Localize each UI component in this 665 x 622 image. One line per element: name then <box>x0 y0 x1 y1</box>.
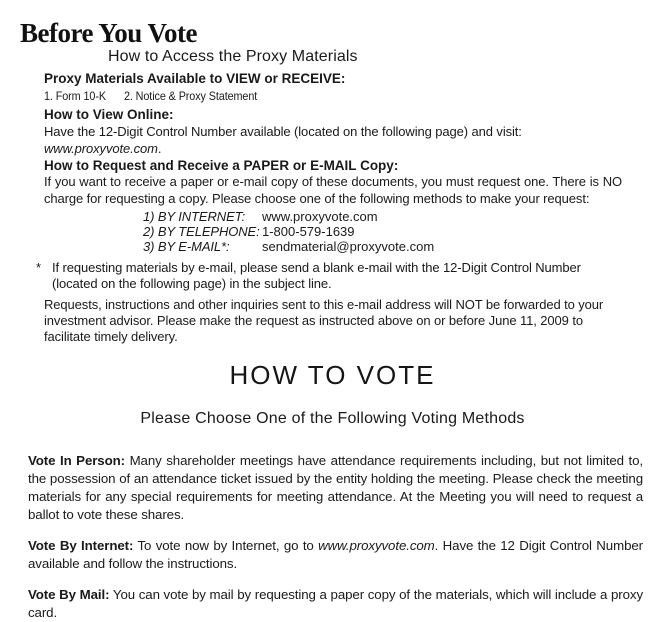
vote-by-internet-text: To vote now by Internet, go to <box>137 538 319 553</box>
delivery-deadline-note: Requests, instructions and other inquiries sent to this e-mail address will NOT be forwarded to your investment advisor. Please make the request as instructed above on or before June 11, 2009 to facilitate timely delivery. <box>44 297 604 344</box>
view-online-url: www.proxyvote.com <box>44 141 158 156</box>
method-label-email: 3) BY E-MAIL*: <box>143 239 230 254</box>
view-online-text: Have the 12-Digit Control Number available (located on the following page) and visit: <box>44 124 522 139</box>
view-online-heading: How to View Online: <box>44 107 174 122</box>
materials-item-form-10k: 1. Form 10-K <box>44 89 106 103</box>
vote-by-internet-url: www.proxyvote.com <box>318 538 435 553</box>
vote-by-internet-text-suffix: . Have the 12 Digit Control Number available and follow the instructions. <box>28 538 643 571</box>
vote-in-person-paragraph <box>28 452 643 524</box>
vote-by-internet-paragraph <box>28 537 643 573</box>
vote-by-mail-label: Vote By Mail: <box>28 587 110 602</box>
view-online-period: . <box>157 141 162 156</box>
method-value-telephone: 1-800-579-1639 <box>262 224 355 239</box>
method-value-internet: www.proxyvote.com <box>262 209 378 224</box>
request-copy-heading: How to Request and Receive a PAPER or E-MAIL Copy: <box>44 158 399 173</box>
method-label-telephone: 2) BY TELEPHONE: <box>143 224 260 239</box>
method-label-internet: 1) BY INTERNET: <box>143 209 246 224</box>
materials-list <box>44 89 565 104</box>
email-footnote <box>36 260 623 291</box>
how-to-vote-heading: HOW TO VOTE <box>229 360 436 390</box>
access-section <box>36 70 623 345</box>
voting-methods-section <box>28 452 643 622</box>
method-row-email <box>143 239 623 254</box>
voting-methods-subheading: Please Choose One of the Following Voting Methods <box>140 410 525 427</box>
vote-by-mail-paragraph <box>28 586 643 622</box>
materials-item-notice-proxy: 2. Notice & Proxy Statement <box>123 89 258 103</box>
method-row-internet <box>143 209 623 224</box>
vote-in-person-label: Vote In Person: <box>28 453 125 468</box>
vote-by-internet-label: Vote By Internet: <box>28 538 134 553</box>
view-online-instruction <box>44 123 623 157</box>
footnote-text: If requesting materials by e-mail, please send a blank e-mail with the 12-Digit Control Number (located on the following page) in the subject line. <box>52 260 581 291</box>
access-section-subtitle: How to Access the Proxy Materials <box>108 48 358 65</box>
footnote-asterisk: * <box>36 260 41 275</box>
vote-by-mail-text: You can vote by mail by requesting a paper copy of the materials, which will include a proxy card. <box>28 587 644 620</box>
materials-heading: Proxy Materials Available to VIEW or RECEIVE: <box>44 71 346 86</box>
method-row-telephone <box>143 224 623 239</box>
request-methods-list <box>143 209 623 254</box>
method-value-email: sendmaterial@proxyvote.com <box>262 239 435 254</box>
page-title: Before You Vote <box>20 18 197 48</box>
request-copy-intro: If you want to receive a paper or e-mail copy of these documents, you must request one. There is NO charge for requesting a copy. Please choose one of the following methods to make your request: <box>44 174 622 206</box>
vote-in-person-text: Many shareholder meetings have attendance requirements including, but not limited to, the possession of an attendance ticket issued by the entity holding the meeting. Please check the meeting materials for any special requirements for meeting attendance. At the Meeting you will need to request a ballot to vote these shares. <box>28 453 643 522</box>
